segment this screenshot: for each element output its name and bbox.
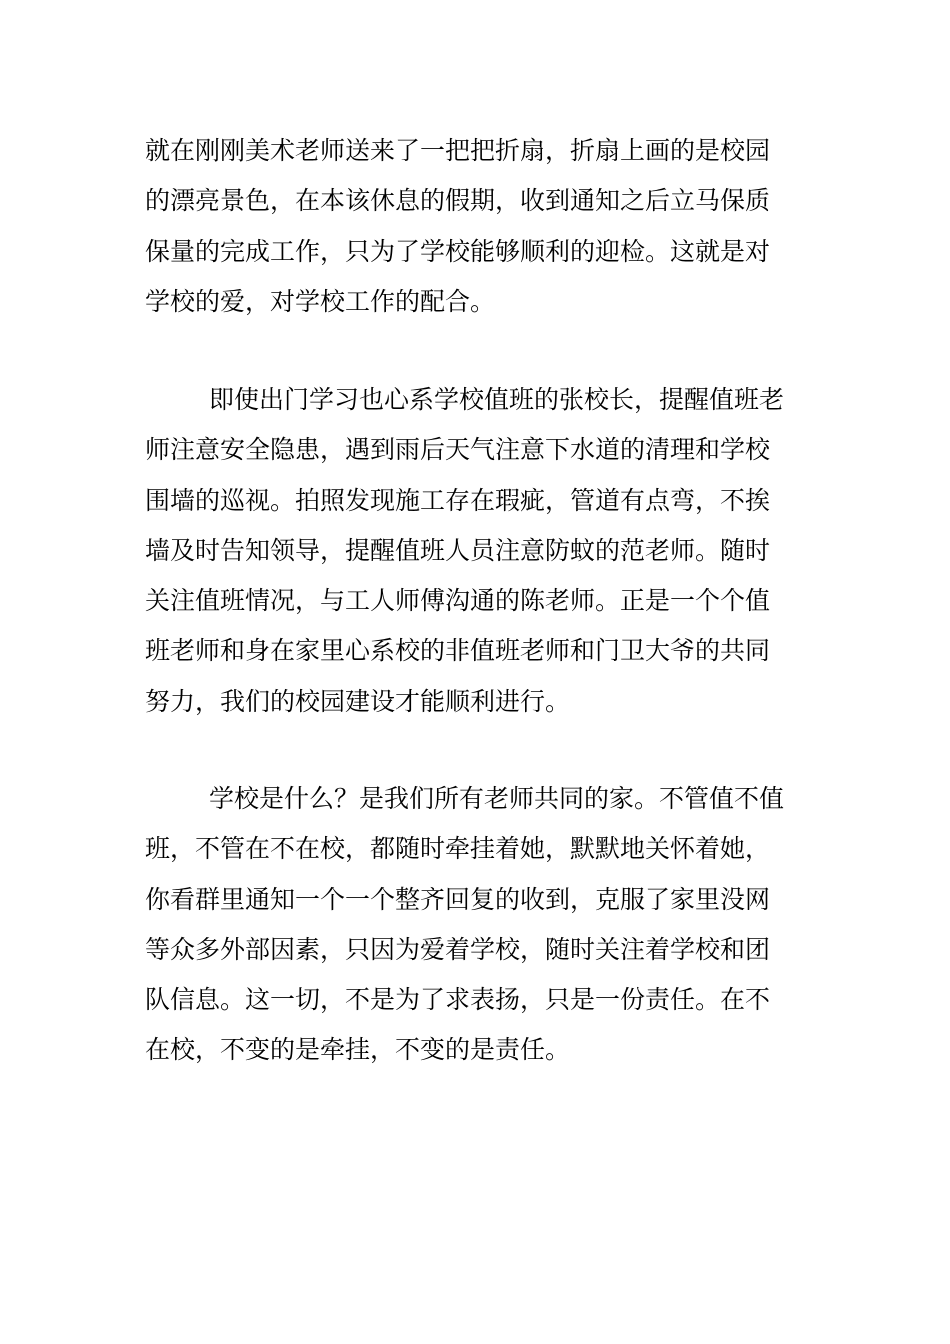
text-line: 班，不管在不在校，都随时牵挂着她，默默地关怀着她， (145, 834, 771, 864)
text-line: 师注意安全隐患，遇到雨后天气注意下水道的清理和学校 (145, 435, 771, 465)
text-line: 队信息。这一切，不是为了求表扬，只是一份责任。在不 (145, 985, 771, 1015)
text-line: 关注值班情况，与工人师傅沟通的陈老师。正是一个个值 (145, 586, 771, 616)
text-line: 保量的完成工作，只为了学校能够顺利的迎检。这就是对 (145, 236, 771, 266)
text-line: 墙及时告知领导，提醒值班人员注意防蚊的范老师。随时 (145, 535, 771, 565)
text-line: 你看群里通知一个一个整齐回复的收到，克服了家里没网 (145, 884, 771, 914)
text-line: 即使出门学习也心系学校值班的张校长，提醒值班老 (209, 385, 785, 414)
paragraph-2 (145, 375, 807, 727)
paragraph-1 (145, 126, 807, 327)
text-line: 的漂亮景色，在本该休息的假期，收到通知之后立马保质 (145, 186, 771, 216)
text-line: 就在刚刚美术老师送来了一把把折扇，折扇上画的是校园 (145, 136, 771, 165)
paragraph-3 (145, 774, 807, 1076)
text-line: 努力，我们的校园建设才能顺利进行。 (145, 686, 571, 716)
text-line: 在校，不变的是牵挂，不变的是责任。 (145, 1035, 571, 1065)
text-line: 班老师和身在家里心系校的非值班老师和门卫大爷的共同 (145, 636, 771, 666)
text-line: 学校是什么？是我们所有老师共同的家。不管值不值 (209, 784, 785, 813)
text-line: 等众多外部因素，只因为爱着学校，随时关注着学校和团 (145, 934, 771, 964)
text-line: 学校的爱，对学校工作的配合。 (145, 286, 496, 316)
text-line: 围墙的巡视。拍照发现施工存在瑕疵，管道有点弯，不挨 (145, 485, 771, 515)
